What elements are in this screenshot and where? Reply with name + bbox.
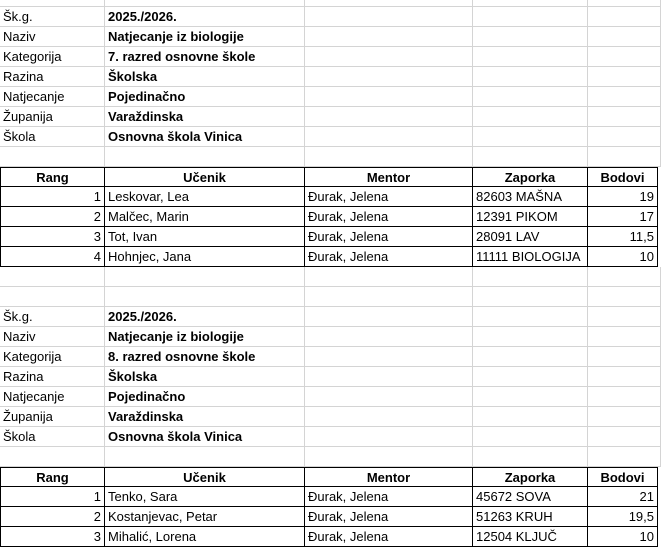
rang-cell[interactable]: 1 [0,187,105,207]
info-label[interactable]: Škola [0,427,105,447]
header-ucenik[interactable]: Učenik [105,467,305,487]
empty-cell[interactable] [473,47,588,67]
header-rang[interactable]: Rang [0,167,105,187]
empty-cell[interactable] [473,387,588,407]
info-value[interactable]: 8. razred osnovne škole [105,347,305,367]
empty-cell[interactable] [588,307,661,327]
empty-cell[interactable] [588,347,661,367]
empty-cell[interactable] [0,287,105,307]
mentor-cell[interactable]: Đurak, Jelena [305,207,473,227]
empty-cell[interactable] [473,287,588,307]
info-value[interactable]: Osnovna škola Vinica [105,127,305,147]
info-row [0,407,661,427]
empty-cell[interactable] [588,327,661,347]
empty-cell[interactable] [305,407,473,427]
empty-cell[interactable] [588,367,661,387]
header-mentor[interactable]: Mentor [305,167,473,187]
empty-cell[interactable] [105,267,305,287]
info-row [0,387,661,407]
bodovi-cell[interactable]: 17 [588,207,658,227]
empty-cell[interactable] [588,427,661,447]
info-row [0,87,661,107]
bodovi-cell[interactable]: 21 [588,487,658,507]
info-value[interactable]: 7. razred osnovne škole [105,47,305,67]
info-label[interactable]: Razina [0,67,105,87]
empty-cell[interactable] [305,387,473,407]
info-label[interactable]: Razina [0,367,105,387]
bodovi-cell[interactable]: 10 [588,527,658,547]
empty-cell[interactable] [588,67,661,87]
zaporka-cell[interactable]: 28091 LAV [473,227,588,247]
empty-cell[interactable] [473,427,588,447]
info-value[interactable]: 2025./2026. [105,7,305,27]
empty-cell[interactable] [305,27,473,47]
empty-cell[interactable] [473,87,588,107]
zaporka-cell[interactable]: 12504 KLJUČ [473,527,588,547]
table-header-row [0,167,661,187]
empty-cell[interactable] [473,267,588,287]
info-row [0,7,661,27]
empty-cell[interactable] [588,387,661,407]
info-value[interactable]: Natjecanje iz biologije [105,27,305,47]
zaporka-cell[interactable]: 11111 BIOLOGIJA [473,247,588,267]
info-label[interactable]: Kategorija [0,347,105,367]
zaporka-cell[interactable]: 12391 PIKOM [473,207,588,227]
empty-row [0,287,661,307]
empty-cell[interactable] [473,127,588,147]
table-row [0,507,661,527]
empty-cell[interactable] [305,47,473,67]
mentor-cell[interactable]: Đurak, Jelena [305,487,473,507]
empty-cell[interactable] [473,447,588,467]
info-row [0,27,661,47]
empty-row [0,447,661,467]
empty-cell[interactable] [473,7,588,27]
empty-cell[interactable] [305,67,473,87]
info-row [0,47,661,67]
rang-cell[interactable]: 1 [0,487,105,507]
empty-cell[interactable] [473,27,588,47]
empty-cell[interactable] [588,87,661,107]
empty-cell[interactable] [305,127,473,147]
bodovi-cell[interactable]: 19 [588,187,658,207]
empty-cell[interactable] [588,7,661,27]
info-label[interactable]: Natjecanje [0,387,105,407]
table-row [0,227,661,247]
empty-cell[interactable] [305,347,473,367]
ucenik-cell[interactable]: Tenko, Sara [105,487,305,507]
rang-cell[interactable]: 3 [0,527,105,547]
info-value[interactable]: Varaždinska [105,107,305,127]
info-value[interactable]: Pojedinačno [105,87,305,107]
ucenik-cell[interactable]: Malčec, Marin [105,207,305,227]
empty-cell[interactable] [588,407,661,427]
empty-cell[interactable] [588,127,661,147]
table-header-row [0,467,661,487]
table-row [0,527,661,547]
header-ucenik[interactable]: Učenik [105,167,305,187]
empty-row [0,267,661,287]
empty-cell[interactable] [588,107,661,127]
empty-cell[interactable] [473,67,588,87]
empty-cell[interactable] [105,0,305,7]
empty-cell[interactable] [0,147,105,167]
mentor-cell[interactable]: Đurak, Jelena [305,247,473,267]
empty-cell[interactable] [588,267,661,287]
zaporka-cell[interactable]: 51263 KRUH [473,507,588,527]
info-value[interactable]: Pojedinačno [105,387,305,407]
empty-cell[interactable] [105,147,305,167]
empty-cell[interactable] [305,287,473,307]
empty-cell[interactable] [473,407,588,427]
empty-cell[interactable] [473,327,588,347]
header-mentor[interactable]: Mentor [305,467,473,487]
rang-cell[interactable]: 4 [0,247,105,267]
info-label[interactable]: Škola [0,127,105,147]
table-row [0,207,661,227]
table-row [0,187,661,207]
empty-cell[interactable] [105,447,305,467]
empty-cell[interactable] [473,347,588,367]
info-label[interactable]: Županija [0,407,105,427]
empty-cell[interactable] [305,267,473,287]
empty-cell[interactable] [588,0,661,7]
empty-cell[interactable] [305,367,473,387]
mentor-cell[interactable]: Đurak, Jelena [305,187,473,207]
rang-cell[interactable]: 2 [0,507,105,527]
empty-cell[interactable] [305,7,473,27]
ucenik-cell[interactable]: Mihalić, Lorena [105,527,305,547]
empty-cell[interactable] [305,447,473,467]
ucenik-cell[interactable]: Leskovar, Lea [105,187,305,207]
empty-cell[interactable] [473,367,588,387]
table-row [0,487,661,507]
empty-cell[interactable] [305,0,473,7]
empty-cell[interactable] [305,87,473,107]
empty-cell[interactable] [473,0,588,7]
info-label[interactable]: Šk.g. [0,7,105,27]
info-value[interactable]: Školska [105,67,305,87]
empty-cell[interactable] [588,27,661,47]
empty-row [0,0,661,7]
header-rang[interactable]: Rang [0,467,105,487]
empty-cell[interactable] [473,307,588,327]
info-value[interactable]: Školska [105,367,305,387]
empty-cell[interactable] [105,287,305,307]
info-value[interactable]: Natjecanje iz biologije [105,327,305,347]
empty-cell[interactable] [305,307,473,327]
empty-cell[interactable] [0,267,105,287]
empty-cell[interactable] [588,147,661,167]
ucenik-cell[interactable]: Hohnjec, Jana [105,247,305,267]
info-label[interactable]: Šk.g. [0,307,105,327]
header-bodovi[interactable]: Bodovi [588,167,658,187]
info-value[interactable]: Osnovna škola Vinica [105,427,305,447]
header-bodovi[interactable]: Bodovi [588,467,658,487]
info-row [0,107,661,127]
ucenik-cell[interactable]: Tot, Ivan [105,227,305,247]
mentor-cell[interactable]: Đurak, Jelena [305,507,473,527]
info-row [0,307,661,327]
rang-cell[interactable]: 2 [0,207,105,227]
empty-cell[interactable] [588,287,661,307]
bodovi-cell[interactable]: 10 [588,247,658,267]
empty-cell[interactable] [305,427,473,447]
empty-cell[interactable] [588,47,661,67]
info-row [0,127,661,147]
empty-cell[interactable] [305,107,473,127]
info-label[interactable]: Naziv [0,327,105,347]
info-row [0,67,661,87]
info-row [0,327,661,347]
info-label[interactable]: Županija [0,107,105,127]
mentor-cell[interactable]: Đurak, Jelena [305,527,473,547]
empty-cell[interactable] [588,447,661,467]
info-row [0,347,661,367]
info-row [0,367,661,387]
header-zaporka[interactable]: Zaporka [473,167,588,187]
empty-cell[interactable] [305,327,473,347]
empty-cell[interactable] [473,147,588,167]
info-label[interactable]: Natjecanje [0,87,105,107]
empty-cell[interactable] [473,107,588,127]
info-value[interactable]: 2025./2026. [105,307,305,327]
zaporka-cell[interactable]: 82603 MAŠNA [473,187,588,207]
zaporka-cell[interactable]: 45672 SOVA [473,487,588,507]
empty-cell[interactable] [0,0,105,7]
bodovi-cell[interactable]: 11,5 [588,227,658,247]
table-row [0,247,661,267]
bodovi-cell[interactable]: 19,5 [588,507,658,527]
ucenik-cell[interactable]: Kostanjevac, Petar [105,507,305,527]
rang-cell[interactable]: 3 [0,227,105,247]
empty-row [0,147,661,167]
info-label[interactable]: Naziv [0,27,105,47]
info-value[interactable]: Varaždinska [105,407,305,427]
empty-cell[interactable] [0,447,105,467]
info-row [0,427,661,447]
empty-cell[interactable] [305,147,473,167]
info-label[interactable]: Kategorija [0,47,105,67]
mentor-cell[interactable]: Đurak, Jelena [305,227,473,247]
header-zaporka[interactable]: Zaporka [473,467,588,487]
